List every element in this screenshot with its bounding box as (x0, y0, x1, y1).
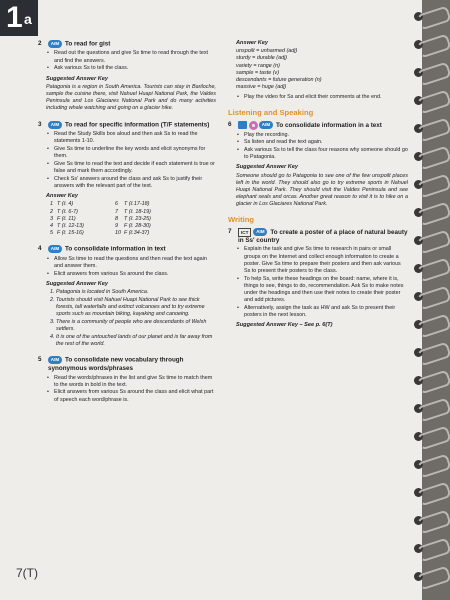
section-number: 5 (38, 356, 42, 364)
binding-ring (412, 482, 450, 502)
instruction-item: • Ss listen and read the text again. (244, 139, 408, 146)
answer-value: T (ℓ. 12-13) (57, 223, 84, 229)
unit-letter: a (24, 11, 32, 27)
answer-number: 2 (50, 208, 53, 215)
answer-item: 4. It is one of the untouched lands of our planet and is far away from the rest of the world. (56, 334, 216, 348)
section-number: 4 (38, 245, 42, 253)
section-3 (38, 121, 216, 238)
section-7 (228, 228, 408, 330)
unit-tab (0, 0, 38, 36)
instruction-item: • Ask various Ss to tell the class. (54, 65, 216, 72)
binding-ring (412, 538, 450, 558)
binding-ring (412, 454, 450, 474)
section-2 (38, 40, 216, 113)
left-column (38, 40, 216, 404)
spiral-binding (412, 0, 450, 600)
binding-ring (412, 426, 450, 446)
answer-number: 7 (115, 208, 118, 215)
section-number: 2 (38, 40, 42, 47)
answer-item: 3. There is a community of people who are descendants of Welsh settlers. (56, 319, 216, 333)
audio-cd-icon (249, 121, 258, 130)
binding-ring (412, 314, 450, 334)
key-title: Suggested Answer Key (46, 75, 108, 82)
answer-number: 4 (50, 223, 53, 229)
answer-value: T (ℓ. 23-25) (124, 215, 151, 222)
binding-ring (412, 6, 450, 26)
answer-number: 3 (50, 215, 53, 222)
binding-ring (412, 398, 450, 418)
section-title: To consolidate information in a text (276, 121, 382, 129)
binding-ring (412, 90, 450, 110)
binding-ring (412, 34, 450, 54)
aim-badge-icon: AIM (48, 245, 62, 253)
section-4 (38, 245, 216, 348)
section-title: To create a poster of a place of natural beauty in Ss' country (238, 228, 408, 244)
binding-ring (412, 230, 450, 250)
section-number: 6 (228, 120, 232, 128)
instruction-list (228, 246, 408, 319)
section-heading (38, 356, 216, 372)
section-title: To read for gist (65, 40, 111, 48)
aim-badge-icon: AIM (48, 40, 62, 48)
section-title: To consolidate new vocabulary through synonymous words/phrases (48, 356, 184, 372)
instruction-item: • Ask various Ss to tell the class four reasons why someone should go to Patagonia. (244, 147, 408, 161)
binding-ring (412, 566, 450, 586)
instruction-list (228, 94, 408, 101)
page-number: 7(T) (16, 566, 38, 580)
answer-value: F (ℓ. 11) (57, 215, 76, 222)
instruction-item: • To help Ss, write these headings on the board: name, where it is, things to see, things to do, recommendation. Ask Ss to make notes under the headings and then use their notes to create their poster and add pictures. (244, 276, 408, 305)
instruction-item: • Alternatively, assign the task as HW and ask Ss to present their posters in the next lesson. (244, 305, 408, 319)
vocab-answer-key (228, 40, 408, 102)
aim-badge-icon: AIM (48, 121, 62, 129)
binding-ring (412, 202, 450, 222)
key-title: Answer Key (236, 40, 269, 46)
vocab-line: descendants = future generation (n) (236, 77, 322, 84)
binding-ring (412, 258, 450, 278)
key-text: Someone should go to Patagonia to see one of the few unspoilt places left in the world. They should also go to try extreme sports in Nahuel Huapi National Park. They should visit the Valdes Peninsula and see elephant seals and orcas. Another great reason to visit it is to hike on a glacier in Los Glaciares National Park. (236, 172, 408, 208)
answer-number: 9 (115, 223, 118, 229)
binding-ring (412, 370, 450, 390)
instruction-item: • Allow Ss time to read the questions and then read the text again and answer them. (54, 256, 216, 270)
section-number: 7 (228, 227, 232, 235)
instruction-list (38, 131, 216, 190)
key-reference: Suggested Answer Key – See p. 6(T) (236, 322, 333, 329)
answer-value: T (ℓ. 18-19) (124, 208, 151, 215)
aim-badge-icon: AIM (253, 228, 267, 236)
instruction-list (38, 50, 216, 72)
binding-ring (412, 286, 450, 306)
ict-badge-icon: ICT (238, 228, 251, 237)
vocab-line: massive = huge (adj) (236, 84, 287, 91)
instruction-list (38, 256, 216, 278)
section-title: To read for specific information (T/F statements) (65, 121, 210, 129)
answer-item: 1. Patagonia is located in South America. (56, 289, 216, 296)
answer-value: F (ℓ. 15-16) (57, 230, 84, 237)
unit-number: 1 (6, 1, 23, 34)
binding-ring (412, 146, 450, 166)
answer-number: 5 (50, 230, 53, 237)
section-heading (228, 228, 408, 245)
instruction-item: • Give Ss time to read the text and decide if each statement is true or false and mark them accordingly. (54, 161, 216, 175)
section-heading (38, 121, 216, 129)
section-5 (38, 356, 216, 404)
answer-number: 8 (115, 215, 118, 222)
answer-value: T (ℓ. 6-7) (57, 208, 78, 215)
answer-number: 6 (115, 201, 118, 208)
answer-grid (50, 201, 216, 237)
section-number: 3 (38, 120, 42, 128)
instruction-list (228, 132, 408, 162)
key-text: Patagonia is a region in South America. Tourists can stay in Bariloche, sample the cuisine there, visit Nahuel Huapi National Park, the Valdes Peninsula and Los Glaciares National Park and do many activities including whale watching and going on a glacier hike. (46, 83, 216, 112)
section-heading (38, 40, 216, 48)
answer-number: 1 (50, 201, 53, 208)
instruction-item: • Give Ss time to underline the key words and elicit synonyms for them. (54, 146, 216, 160)
answer-list (38, 289, 216, 348)
instruction-item: • Play the video for Ss and elicit their comments at the end. (244, 94, 408, 101)
instruction-item: • Explain the task and give Ss time to research in pairs or small groups on the Internet and collect enough information to create a poster. Give Ss time to prepare their posters and then ask various Ss to present their posters to the class. (244, 246, 408, 275)
instruction-list (38, 375, 216, 404)
binding-ring (412, 62, 450, 82)
aim-badge-icon: AIM (48, 356, 62, 364)
key-title: Suggested Answer Key (236, 164, 298, 171)
aim-badge-icon: AIM (259, 121, 273, 129)
answer-value: F (ℓ.34-37) (124, 230, 150, 237)
vocab-line: unspoilt = unharmed (adj) (236, 48, 298, 55)
vocab-line: sample = taste (v) (236, 69, 279, 76)
vocab-line: sturdy = durable (adj) (236, 55, 288, 62)
instruction-item: • Elicit answers from various Ss around the class. (54, 271, 216, 278)
binding-ring (412, 174, 450, 194)
section-6 (228, 121, 408, 209)
instruction-item: • Read the words/phrases in the list and give Ss time to match them to the words in bold in the text. (54, 375, 216, 389)
answer-value: F (ℓ. 28-30) (124, 223, 151, 229)
answer-item: 2. Tourists should visit Nahuel Huapi National Park to see thick forests, tall waterfalls and extinct volcanoes and to try extreme sports such as mountain biking, kayaking and canoeing. (56, 297, 216, 319)
instruction-item: • Elicit answers from various Ss around the class and elicit what part of speech each word/phrase is. (54, 389, 216, 403)
section-title: To consolidate information in text (65, 246, 166, 254)
vocab-line: variety = range (n) (236, 62, 280, 69)
binding-ring (412, 510, 450, 530)
binding-ring (412, 342, 450, 362)
listening-speaking-heading: Listening and Speaking (228, 107, 314, 117)
speaker-icon (238, 121, 247, 129)
instruction-item: • Read out the questions and give Ss time to read through the text and find the answers. (54, 50, 216, 64)
writing-heading: Writing (228, 214, 255, 224)
binding-ring (412, 118, 450, 138)
key-title: Answer Key (46, 193, 79, 200)
section-heading (38, 245, 216, 253)
answer-value: T (ℓ. 4) (57, 201, 74, 208)
answer-number: 10 (115, 230, 121, 237)
instruction-item: • Play the recording. (244, 132, 408, 139)
key-title: Suggested Answer Key (46, 280, 108, 287)
answer-value: T (ℓ.17-18) (124, 201, 150, 208)
instruction-item: • Check Ss' answers around the class and ask Ss to justify their answers with the relevant part of the text. (54, 176, 216, 190)
instruction-item: • Read the Study Skills box aloud and then ask Ss to read the statements 1-10. (54, 131, 216, 145)
section-heading (228, 121, 408, 130)
right-column (228, 40, 408, 331)
